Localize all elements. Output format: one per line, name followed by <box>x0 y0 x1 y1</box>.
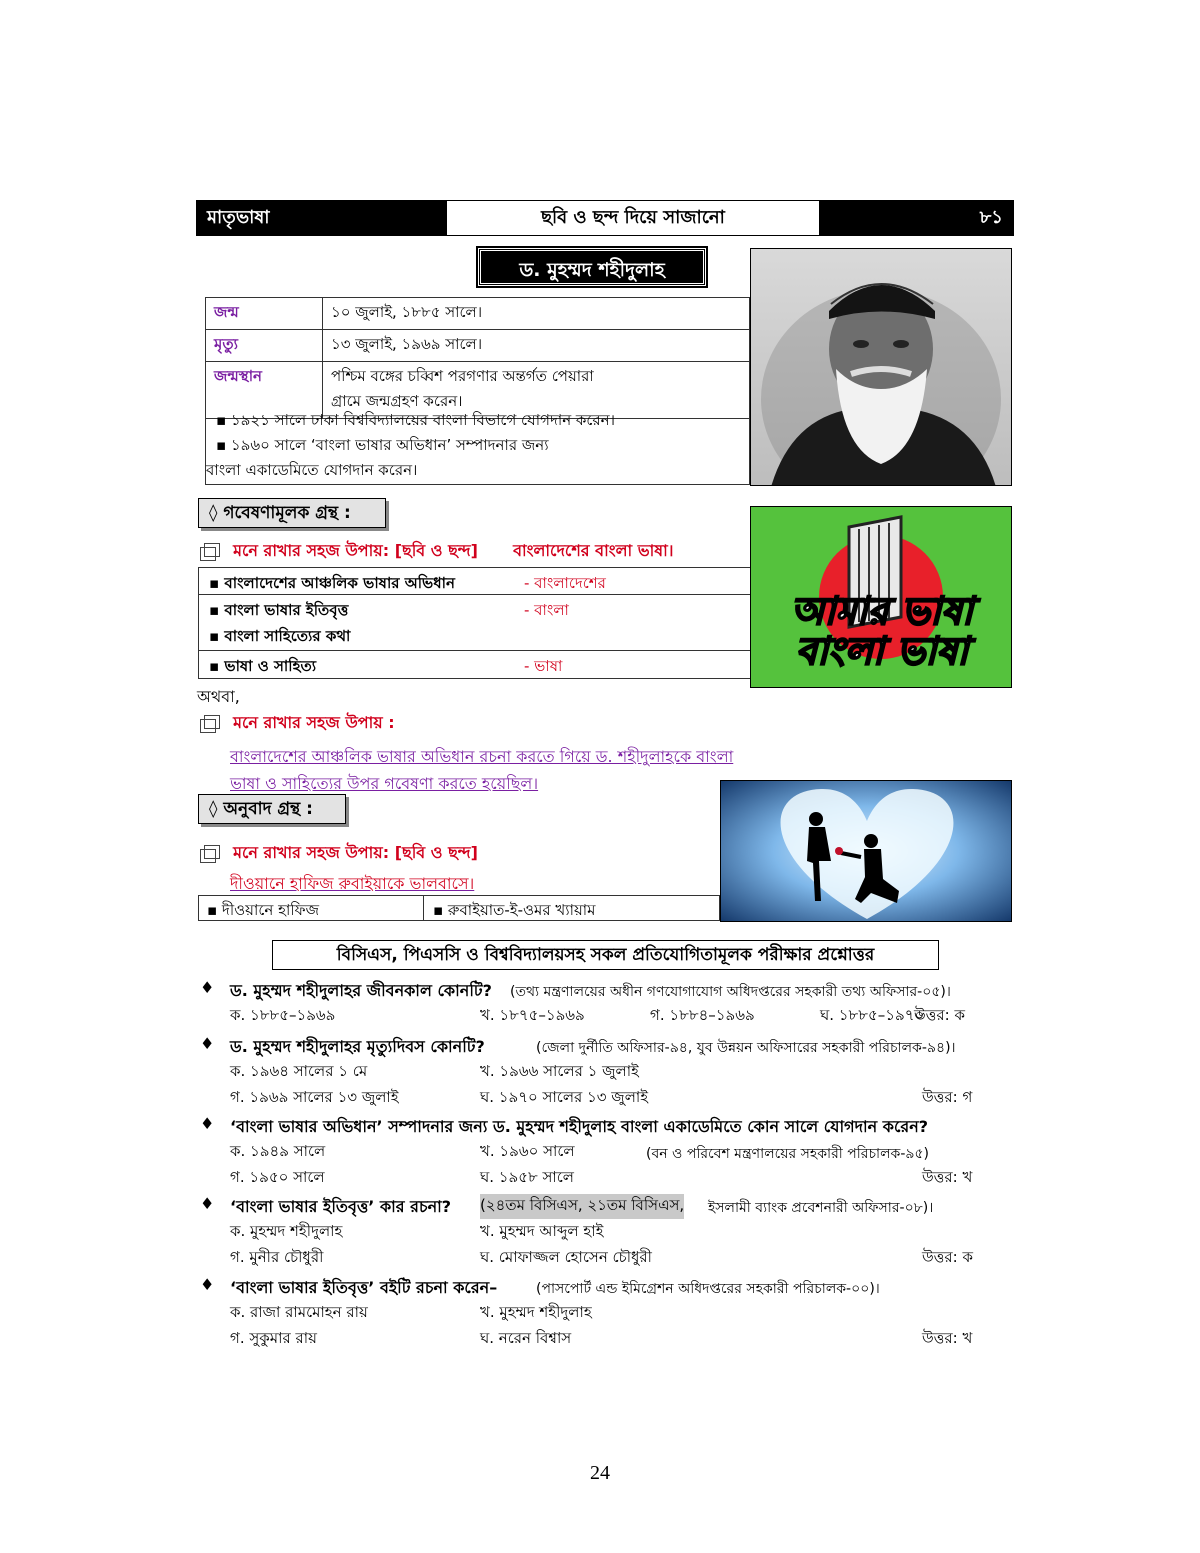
translation-heading: ◊ অনুবাদ গ্রন্থ : <box>198 794 346 824</box>
heart-couple-image <box>720 780 1012 922</box>
tip-line: বাংলাদেশের আঞ্চলিক ভাষার অভিধান রচনা করতে গিয়ে ড. শহীদুলাহকে বাংলা <box>230 747 734 766</box>
bio-value-line: পশ্চিম বঙ্গের চব্বিশ পরগণার অন্তর্গত পেয়ারা <box>331 367 594 385</box>
bio-table <box>205 297 750 419</box>
option-b: খ. মুহম্মদ আব্দুল হাই <box>480 1222 604 1240</box>
portrait-illustration <box>751 249 1012 486</box>
bio-row <box>206 330 750 362</box>
book-key: - ভাষা <box>524 657 563 675</box>
bio-value: ১৩ জুলাই, ১৯৬৯ সালে। <box>323 330 750 362</box>
question-bullet: ♦ <box>200 1114 215 1133</box>
bio-label: মৃত্যু <box>206 330 323 362</box>
research-book-list <box>198 567 750 679</box>
book-name: ▪ বাংলা ভাষার ইতিবৃত্ত <box>209 601 349 619</box>
book-name: ▪ বাংলা সাহিত্যের কথা <box>209 627 351 645</box>
book-row <box>198 651 750 679</box>
or-text: অথবা, <box>197 687 240 706</box>
question-block <box>200 1194 1000 1272</box>
question-text: ড. মুহম্মদ শহীদুলাহর মৃত্যুদিবস কোনটি? <box>230 1037 485 1056</box>
option-d: ঘ. নরেন বিশ্বাস <box>480 1329 572 1347</box>
option-a: ক. ১৯৬৪ সালের ১ মে <box>230 1062 368 1080</box>
translation-book-list <box>198 895 720 921</box>
question-source: ইসলামী ব্যাংক প্রবেশনারী অফিসার-০৮)। <box>708 1200 934 1216</box>
answer: উত্তর: ক <box>914 1006 965 1024</box>
book-name: ▪ ভাষা ও সাহিত্য <box>209 657 317 675</box>
tip-line: ভাষা ও সাহিত্যের উপর গবেষণা করতে হয়েছিল। <box>230 774 539 793</box>
book-key: - বাংলাদেশের <box>524 574 606 592</box>
alt-tip <box>198 710 758 797</box>
option-b: খ. ১৮৭৫–১৯৬৯ <box>480 1006 585 1024</box>
memo-icon <box>204 543 220 557</box>
heart-couple-illustration <box>721 781 1012 922</box>
answer: উত্তর: ক <box>922 1248 973 1266</box>
bio-label: জন্মস্থান <box>206 362 323 419</box>
image-text-line: আমার ভাষা <box>791 589 973 633</box>
header-section: ছবি ও ছন্দ দিয়ে সাজানো <box>541 207 725 228</box>
bio-value: ১০ জুলাই, ১৮৮৫ সালে। <box>323 298 750 330</box>
page-number: 24 <box>590 1462 610 1484</box>
bio-value-line: গ্রামে জন্মগ্রহণ করেন। <box>331 392 463 410</box>
question-source: (পাসপোর্ট এন্ড ইমিগ্রেশন অধিদপ্তরের সহকারী পরিচালক-০০)। <box>536 1281 880 1297</box>
option-b: খ. ১৯৬৬ সালের ১ জুলাই <box>480 1062 639 1080</box>
option-c: গ. মুনীর চৌধুরী <box>230 1248 324 1266</box>
question-text: ড. মুহম্মদ শহীদুলাহর জীবনকাল কোনটি? <box>230 981 492 1000</box>
answer: উত্তর: গ <box>922 1088 973 1106</box>
book-row <box>198 567 750 595</box>
book-name: ▪ রুবাইয়াত-ই-ওমর খ্যায়াম <box>433 901 596 919</box>
header-chapter: মাতৃভাষা <box>197 201 447 235</box>
option-b: খ. ১৯৬০ সালে <box>480 1142 575 1160</box>
question-bullet: ♦ <box>200 1194 215 1213</box>
bio-label: জন্ম <box>206 298 323 330</box>
option-c: গ. ১৮৮৪–১৯৬৯ <box>650 1006 755 1024</box>
bio-note-line: ▪ ১৯২১ সালে ঢাকা বিশ্ববিদ্যালয়ের বাংলা বিভাগে যোগদান করেন। <box>216 411 616 429</box>
option-c: গ. সুকুমার রায় <box>230 1329 317 1347</box>
question-block <box>200 1114 1000 1192</box>
book-cell <box>199 896 424 920</box>
question-source: (বন ও পরিবেশ মন্ত্রণালয়ের সহকারী পরিচালক-৯৫) <box>646 1146 929 1162</box>
tip-label: মনে রাখার সহজ উপায় : <box>233 713 395 732</box>
question-bullet: ♦ <box>200 1275 215 1294</box>
tip-text: বাংলাদেশের বাংলা ভাষা। <box>513 541 674 560</box>
bio-row <box>206 298 750 330</box>
portrait-image <box>750 248 1012 486</box>
option-d: ঘ. ১৮৮৫–১৯৭০ <box>820 1006 925 1024</box>
bio-notes <box>205 405 750 485</box>
translation-tip <box>198 840 478 898</box>
page-title: ড. মুহম্মদ শহীদুলাহ <box>478 248 706 286</box>
option-a: ক. ১৮৮৫–১৯৬৯ <box>230 1006 336 1024</box>
qa-heading: বিসিএস, পিএসসি ও বিশ্ববিদ্যালয়সহ সকল প্রতিযোগিতামূলক পরীক্ষার প্রশ্নোত্তর <box>272 940 939 970</box>
option-d: ঘ. ১৯৫৮ সালে <box>480 1168 574 1186</box>
question-bullet: ♦ <box>200 1034 215 1053</box>
tip-label: মনে রাখার সহজ উপায়: [ছবি ও ছন্দ] <box>233 843 478 862</box>
image-text-line: বাংলা ভাষা <box>795 629 969 673</box>
question-text: ‘বাংলা ভাষার ইতিবৃত্ত’ বইটি রচনা করেন– <box>230 1278 498 1297</box>
book-key: - বাংলা <box>524 601 569 619</box>
question-source-highlight: (২৪তম বিসিএস, ২১তম বিসিএস, <box>480 1194 684 1219</box>
option-d: ঘ. মোফাজ্জল হোসেন চৌধুরী <box>480 1248 652 1266</box>
option-c: গ. ১৯৫০ সালে <box>230 1168 325 1186</box>
question-block <box>200 978 1000 1030</box>
option-a: ক. মুহম্মদ শহীদুলাহ <box>230 1222 343 1240</box>
question-bullet: ♦ <box>200 978 215 997</box>
tip-label: মনে রাখার সহজ উপায়: [ছবি ও ছন্দ] <box>233 541 478 560</box>
question-source: (জেলা দুর্নীতি অফিসার-৯৪, যুব উন্নয়ন অফিসারের সহকারী পরিচালক-৯৪)। <box>536 1040 956 1056</box>
answer: উত্তর: খ <box>922 1168 973 1186</box>
bio-note-line: বাংলা একাডেমিতে যোগদান করেন। <box>206 461 418 479</box>
option-a: ক. ১৯৪৯ সালে <box>230 1142 326 1160</box>
research-tip <box>198 538 673 565</box>
question-block <box>200 1275 1000 1353</box>
option-b: খ. মুহম্মদ শহীদুলাহ <box>480 1303 592 1321</box>
question-text: ‘বাংলা ভাষার অভিধান’ সম্পাদনার জন্য ড. মুহম্মদ শহীদুলাহ বাংলা একাডেমিতে কোন সালে যোগদান করেন? <box>230 1117 929 1136</box>
memo-icon <box>204 715 220 729</box>
book-name: ▪ বাংলাদেশের আঞ্চলিক ভাষার অভিধান <box>209 574 455 592</box>
question-text: ‘বাংলা ভাষার ইতিবৃত্ত’ কার রচনা? <box>230 1197 452 1216</box>
tip-text: দীওয়ানে হাফিজ রুবাইয়াকে ভালবাসে। <box>230 874 475 893</box>
book-row <box>198 595 750 651</box>
book-name: ▪ দীওয়ানে হাফিজ <box>207 901 319 919</box>
option-d: ঘ. ১৯৭০ সালের ১৩ জুলাই <box>480 1088 649 1106</box>
question-block <box>200 1034 1000 1112</box>
question-source: (তথ্য মন্ত্রণালয়ের অধীন গণযোগাযোগ অধিদপ্তরের সহকারী তথ্য অফিসার-০৫)। <box>510 984 951 1000</box>
header-page-number: ৮১ <box>819 201 1013 235</box>
answer: উত্তর: খ <box>922 1329 973 1347</box>
amar-bhasha-image <box>750 506 1012 688</box>
memo-icon <box>204 845 220 859</box>
research-heading: ◊ গবেষণামূলক গ্রন্থ : <box>198 498 386 528</box>
option-a: ক. রাজা রামমোহন রায় <box>230 1303 368 1321</box>
option-c: গ. ১৯৬৯ সালের ১৩ জুলাই <box>230 1088 399 1106</box>
bio-note-line: ▪ ১৯৬০ সালে ‘বাংলা ভাষার অভিধান’ সম্পাদনার জন্য <box>216 436 549 454</box>
page-header <box>196 200 1014 236</box>
